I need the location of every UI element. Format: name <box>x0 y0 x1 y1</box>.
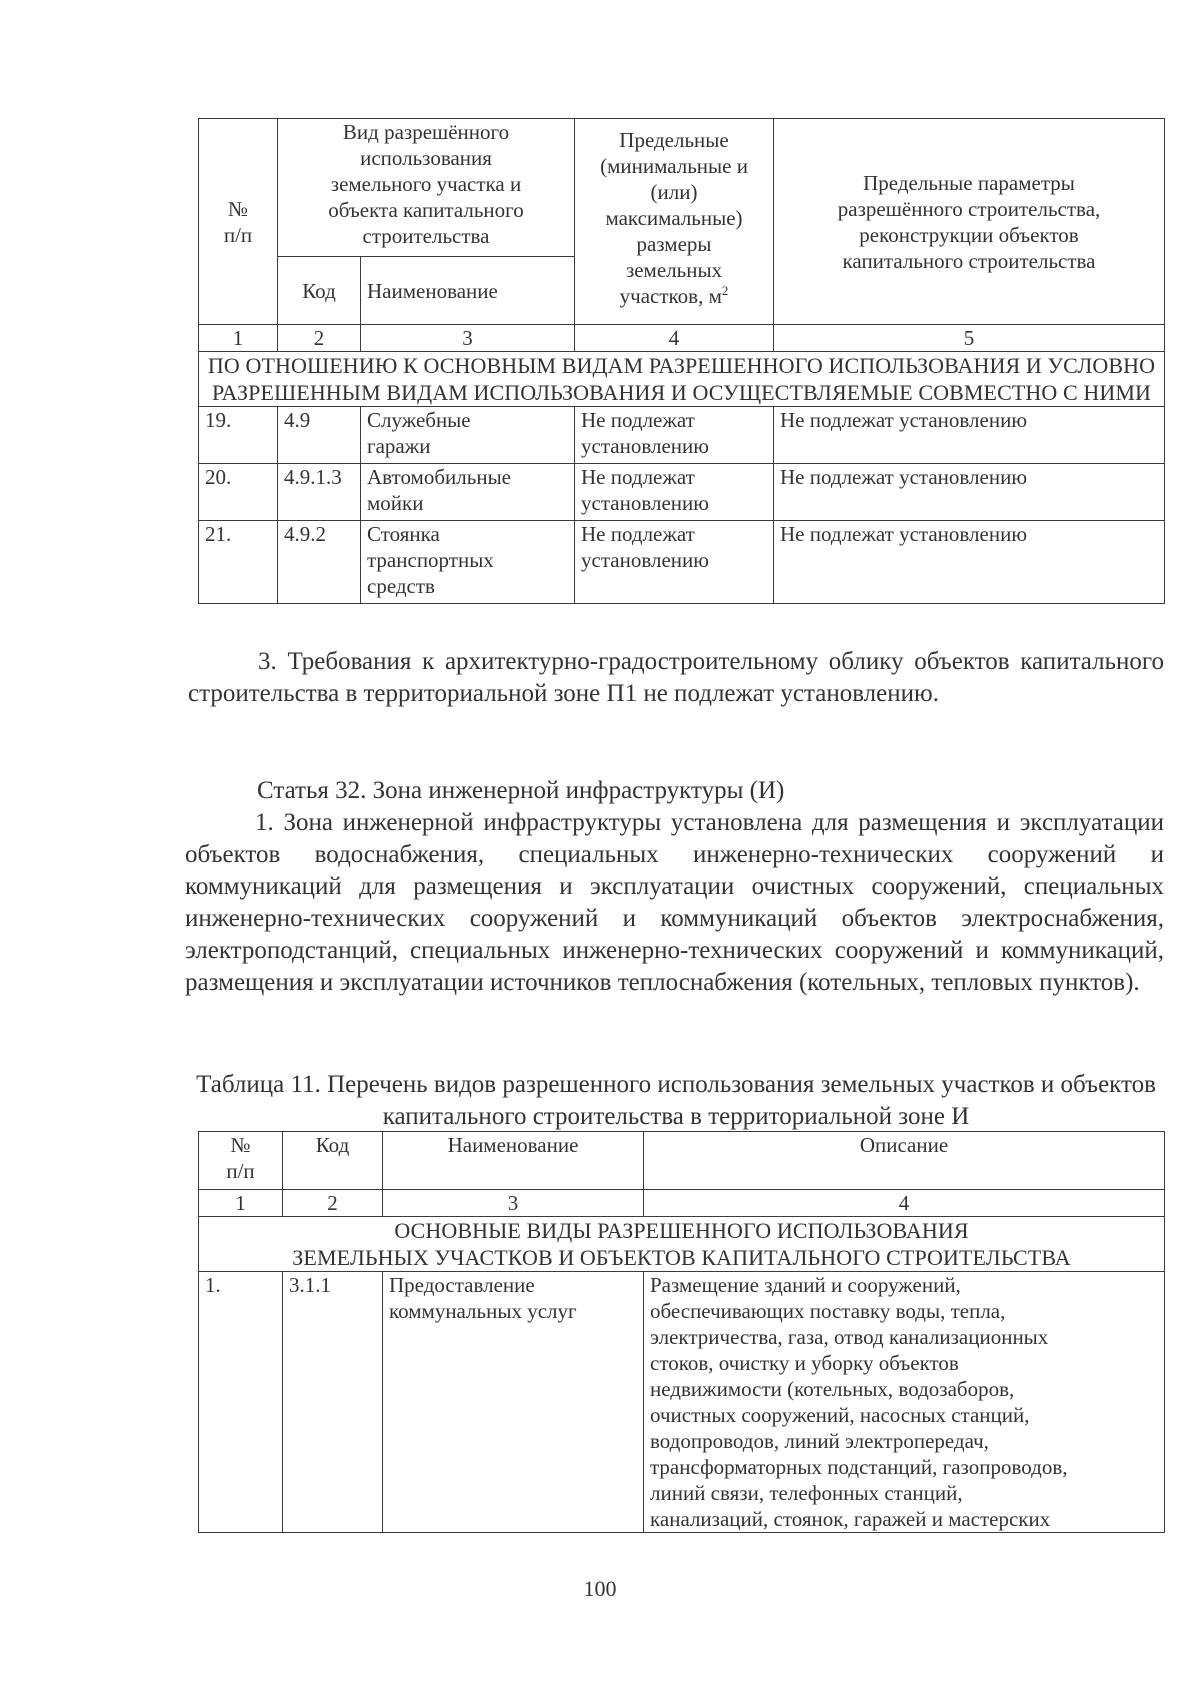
col-number: 4 <box>644 1190 1165 1217</box>
header-use-type-group: Вид разрешённого использования земельного участка и объекта капитального строительства <box>278 119 575 257</box>
table-row <box>199 1272 1165 1533</box>
article-heading: Статья 32. Зона инженерной инфраструктуры (И) <box>257 777 785 804</box>
table-row <box>199 521 1165 604</box>
row-sizes: Не подлежат установлению <box>575 521 774 604</box>
col-number: 1 <box>199 325 278 352</box>
header-code: Код <box>278 257 361 325</box>
header-construction-params: Предельные параметры разрешённого строительства, реконструкции объектов капитального строительства <box>774 119 1165 325</box>
row-code: 3.1.1 <box>283 1272 383 1533</box>
row-name: Служебные гаражи <box>361 407 575 464</box>
permitted-use-table <box>198 1131 1165 1533</box>
col-number: 4 <box>575 325 774 352</box>
header-plot-sizes: Предельные (минимальные и (или) максимальные) размеры земельных участков, $м^2$ <box>575 119 774 325</box>
header-name: Наименование <box>383 1132 644 1190</box>
col-number: 3 <box>361 325 575 352</box>
col-number: 1 <box>199 1190 283 1217</box>
header-code: Код <box>283 1132 383 1190</box>
row-sizes: Не подлежат установлению <box>575 407 774 464</box>
row-params: Не подлежат установлению <box>774 521 1165 604</box>
row-sizes: Не подлежат установлению <box>575 464 774 521</box>
header-description: Описание <box>644 1132 1165 1190</box>
col-number: 3 <box>383 1190 644 1217</box>
row-code: 4.9.1.3 <box>278 464 361 521</box>
land-use-parameters-table <box>198 118 1165 604</box>
table-row <box>199 464 1165 521</box>
row-params: Не подлежат установлению <box>774 407 1165 464</box>
header-name: Наименование <box>361 257 575 325</box>
row-num: 21. <box>199 521 278 604</box>
row-name: Стоянка транспортных средств <box>361 521 575 604</box>
row-num: 20. <box>199 464 278 521</box>
row-code: 4.9 <box>278 407 361 464</box>
col-number: 5 <box>774 325 1165 352</box>
header-num: № п/п <box>199 1132 283 1190</box>
header-num: № п/п <box>199 119 278 325</box>
article-paragraph-1: 1. Зона инженерной инфраструктуры установлена для размещения и эксплуатации объектов водоснабжения, специальных инженерно-технических сооружений и коммуникаций для размещения и эксплуатации очистных сооружений, специальных инженерно-технических сооружений и коммуникаций объектов электроснабжения, электроподстанций, специальных инженерно-технических сооружений и коммуникаций, размещения и эксплуатации источников теплоснабжения (котельных, тепловых пунктов). <box>185 809 1164 996</box>
table-caption: Таблица 11. Перечень видов разрешенного использования земельных участков и объектов капитального строительства в территориальной зоне И <box>196 1071 1156 1130</box>
superscript: 2 <box>721 283 729 298</box>
col-number: 2 <box>283 1190 383 1217</box>
row-code: 4.9.2 <box>278 521 361 604</box>
row-num: 1. <box>199 1272 283 1533</box>
table-row <box>199 407 1165 464</box>
row-params: Не подлежат установлению <box>774 464 1165 521</box>
page-number: 100 <box>583 1576 617 1601</box>
row-name: Автомобильные мойки <box>361 464 575 521</box>
row-description: Размещение зданий и сооружений, обеспечивающих поставку воды, тепла, электричества, газа, отвод канализационных стоков, очистку и уборку объектов недвижимости (котельных, водозаборов, очистных сооружений, насосных станций, водопроводов, линий электропередач, трансформаторных подстанций, газопроводов, линий связи, телефонных станций, канализаций, стоянок, гаражей и мастерских <box>644 1272 1165 1533</box>
col-number: 2 <box>278 325 361 352</box>
section-heading: ПО ОТНОШЕНИЮ К ОСНОВНЫМ ВИДАМ РАЗРЕШЕННОГО ИСПОЛЬЗОВАНИЯ И УСЛОВНО РАЗРЕШЕННЫМ ВИДАМ ИСПОЛЬЗОВАНИЯ И ОСУЩЕСТВЛЯЕМЫЕ СОВМЕСТНО С НИМИ <box>199 352 1165 407</box>
paragraph-3: 3. Требования к архитектурно-градостроительному облику объектов капитального строительства в территориальной зоне П1 не подлежат установлению. <box>188 648 1164 707</box>
row-name: Предоставление коммунальных услуг <box>383 1272 644 1533</box>
row-num: 19. <box>199 407 278 464</box>
section-heading: ОСНОВНЫЕ ВИДЫ РАЗРЕШЕННОГО ИСПОЛЬЗОВАНИЯ ЗЕМЕЛЬНЫХ УЧАСТКОВ И ОБЪЕКТОВ КАПИТАЛЬНОГО СТРОИТЕЛЬСТВА <box>199 1217 1165 1272</box>
